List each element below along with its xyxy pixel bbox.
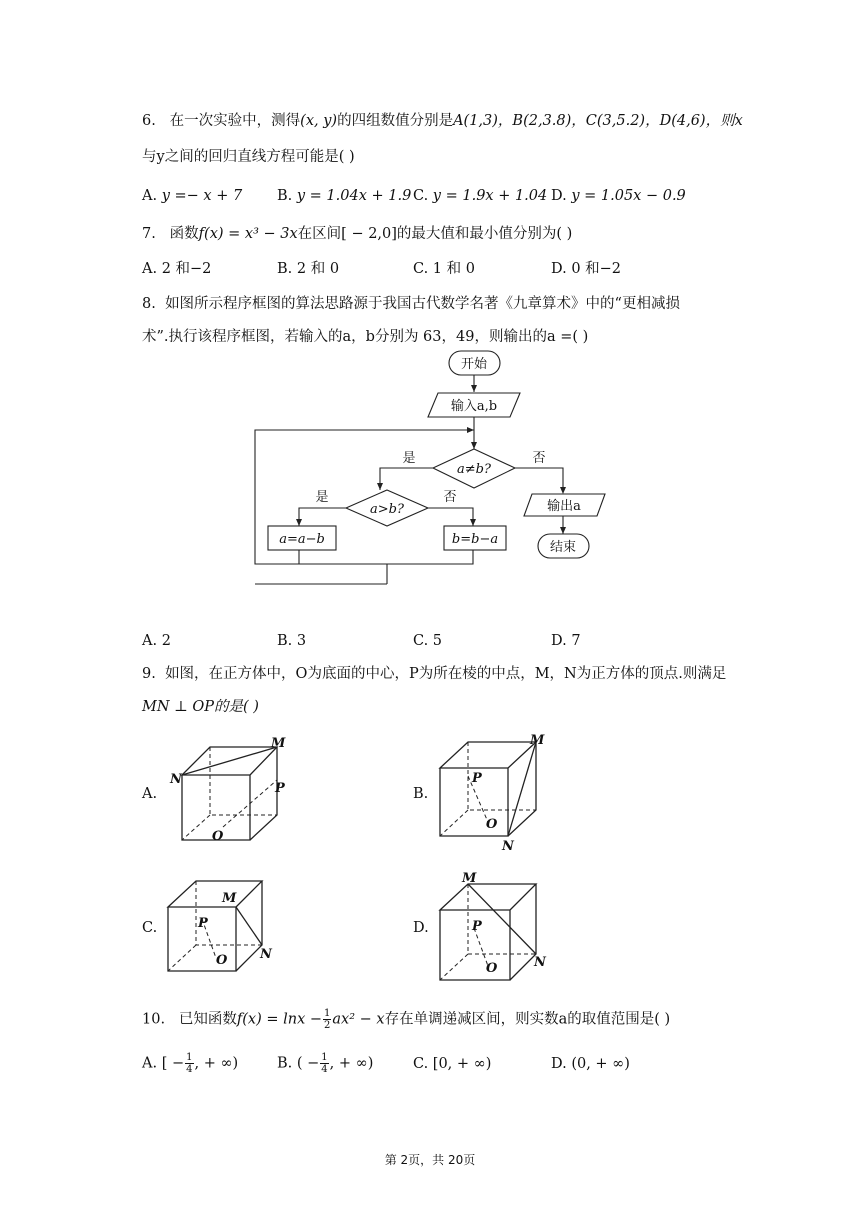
q6-text-a: 在一次实验中，测得 [169, 113, 301, 129]
flow-cond2-label: a>b? [370, 502, 404, 517]
flowchart [250, 348, 620, 593]
flow-start-label: 开始 [460, 357, 488, 372]
flow-yes2-label: 是 [315, 490, 329, 505]
q6-option-d-eq: y = 1.05x − 0.9 [571, 188, 686, 204]
flow-assign-a-label: a=a−b [279, 532, 325, 547]
q10-function-b: ax² − x [332, 1011, 385, 1028]
flow-cond1-label: a≠b? [457, 462, 491, 477]
q10-number: 10. [142, 1011, 166, 1028]
q6-xy: (x, y) [300, 113, 338, 129]
q6-option-c[interactable]: C. y = 1.9x + 1.04 [413, 188, 548, 204]
cube-b-figure [430, 730, 560, 855]
q8-line1: 8. 如图所示程序框图的算法思路源于我国古代数学名著《九章算术》中的“更相减损 [142, 296, 680, 312]
svg-text:N: N [502, 839, 514, 854]
q8-number: 8. [142, 296, 156, 312]
q6-option-b[interactable]: B. y = 1.04x + 1.9 [277, 188, 412, 204]
q6-number: 6. [142, 113, 156, 129]
svg-text:O: O [486, 817, 498, 832]
svg-text:N: N [534, 955, 546, 970]
q7-option-a[interactable]: A. 2 和−2 [142, 261, 212, 277]
cube-d-figure [430, 868, 560, 988]
flow-output-label: 输出a [547, 499, 581, 514]
svg-text:P: P [198, 916, 208, 931]
svg-text:P: P [472, 919, 482, 934]
flow-no2-label: 否 [443, 490, 457, 505]
q9-line1: 9. 如图，在正方体中，O为底面的中心，P为所在棱的中点，M，N为正方体的顶点.则满足 [142, 666, 727, 682]
svg-text:N: N [170, 772, 182, 787]
svg-text:M: M [222, 891, 237, 906]
svg-text:O: O [486, 961, 498, 976]
flow-yes1-label: 是 [402, 451, 416, 466]
page-footer: 第 2页，共 20页 [384, 1153, 476, 1167]
q10-function-a: f(x) = lnx − [236, 1011, 323, 1028]
q6-option-d[interactable]: D. y = 1.05x − 0.9 [551, 188, 686, 204]
q10-fraction: $\frac{1}{2}$ [324, 1008, 331, 1031]
q10-option-d[interactable]: D. (0, + ∞) [551, 1056, 630, 1072]
q9-option-d[interactable]: D. [413, 920, 429, 936]
q8-option-c[interactable]: C. 5 [413, 633, 443, 649]
flow-assign-b-label: b=b−a [451, 532, 499, 547]
q8-option-a[interactable]: A. 2 [142, 633, 171, 649]
q8-option-d[interactable]: D. 7 [551, 633, 581, 649]
q10-option-a[interactable]: A. [ − $\frac{1}{4}$ , + ∞) [142, 1052, 239, 1075]
q7-option-d[interactable]: D. 0 和−2 [551, 261, 622, 277]
flow-no1-label: 否 [532, 451, 546, 466]
q6-option-b-eq: y = 1.04x + 1.9 [296, 188, 412, 204]
q10-option-c[interactable]: C. [0, + ∞) [413, 1056, 492, 1072]
svg-text:P: P [275, 781, 285, 796]
q6-option-a-eq: y =− x + 7 [161, 188, 243, 204]
q6-line2: 与y之间的回归直线方程可能是( ) [142, 149, 355, 165]
flow-input-label: 输入a,b [450, 399, 498, 414]
q8-option-b[interactable]: B. 3 [277, 633, 307, 649]
q10-line: 10. 已知函数f(x) = lnx − $\frac{1}{2}$ ax² − x存在单调递减区间，则实数a的取值范围是( ) [142, 1008, 671, 1031]
svg-text:O: O [216, 953, 228, 968]
q8-line2: 术”.执行该程序框图，若输入的a，b分别为 63，49，则输出的a =( ) [142, 329, 589, 345]
q9-line2: MN ⊥ OP的是( ) [142, 699, 259, 715]
q10-option-b[interactable]: B. ( − $\frac{1}{4}$ , + ∞) [277, 1052, 374, 1075]
q9-option-c[interactable]: C. [142, 920, 158, 936]
svg-text:P: P [472, 771, 482, 786]
q7-function: f(x) = x³ − 3x [198, 226, 298, 242]
svg-text:M: M [271, 736, 286, 751]
q6-points: A(1,3)，B(2,3.8)，C(3,5.2)，D(4,6)，则x [453, 113, 743, 129]
q6-line1 [142, 111, 743, 131]
q7-option-b[interactable]: B. 2 和 0 [277, 261, 340, 277]
svg-text:M: M [462, 871, 477, 886]
svg-text:M: M [530, 733, 545, 748]
q7-line: 7. 函数f(x) = x³ − 3x在区间[ − 2,0]的最大值和最小值分别为( ) [142, 226, 573, 242]
cube-c-figure [160, 875, 280, 980]
svg-text:O: O [212, 829, 224, 844]
svg-text:N: N [260, 947, 272, 962]
q6-option-a[interactable]: A. y =− x + 7 [142, 188, 243, 204]
q7-number: 7. [142, 226, 156, 242]
q6-text-b: 的四组数值分别是 [337, 113, 454, 129]
flow-end-label: 结束 [549, 540, 577, 555]
q7-option-c[interactable]: C. 1 和 0 [413, 261, 475, 277]
q9-option-b[interactable]: B. [413, 786, 429, 802]
q9-option-a[interactable]: A. [142, 786, 158, 802]
q6-option-c-eq: y = 1.9x + 1.04 [432, 188, 548, 204]
q9-number: 9. [142, 666, 156, 682]
cube-a-figure [165, 735, 305, 850]
